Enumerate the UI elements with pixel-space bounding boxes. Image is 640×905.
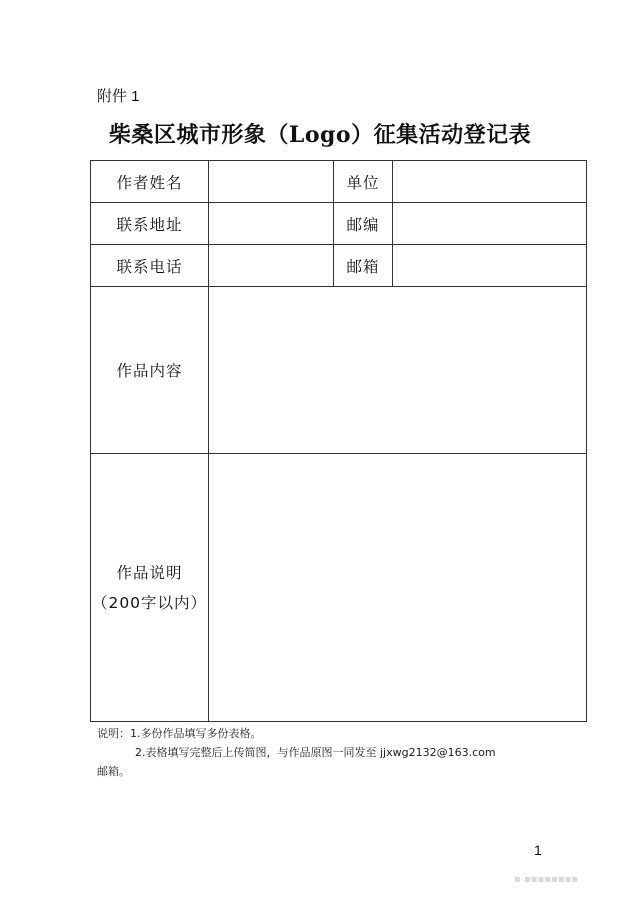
form-title: 柴桑区城市形象（Logo）征集活动登记表 <box>108 122 532 148</box>
registration-table <box>90 160 587 722</box>
email-field[interactable] <box>393 245 587 287</box>
table-row <box>91 203 587 245</box>
description-label: 作品说明 <box>116 563 183 582</box>
address-label: 联系地址 <box>91 203 209 245</box>
table-row <box>91 454 587 722</box>
address-field[interactable] <box>209 203 334 245</box>
description-label-cell <box>91 454 209 722</box>
notes <box>97 724 496 781</box>
table-row <box>91 245 587 287</box>
author-name-label: 作者姓名 <box>91 161 209 203</box>
author-name-field[interactable] <box>209 161 334 203</box>
postcode-label: 邮编 <box>334 203 393 245</box>
unit-field[interactable] <box>393 161 587 203</box>
page-number: 1 <box>534 842 542 858</box>
note-line-2: 2.表格填写完整后上传简图，与作品原图一同发至 jjxwg2132@163.com <box>135 746 496 759</box>
attachment-label: 附件 1 <box>97 88 140 105</box>
note-line-3: 邮箱。 <box>97 765 130 778</box>
content-label: 作品内容 <box>91 287 209 454</box>
table-row <box>91 287 587 454</box>
phone-field[interactable] <box>209 245 334 287</box>
unit-label: 单位 <box>334 161 393 203</box>
content-field[interactable] <box>209 287 587 454</box>
phone-label: 联系电话 <box>91 245 209 287</box>
watermark: ▪ ▪▪▪▪▪▪▪▪ <box>514 874 579 885</box>
postcode-field[interactable] <box>393 203 587 245</box>
table-row <box>91 161 587 203</box>
note-line-1: 说明：1.多份作品填写多份表格。 <box>97 727 262 740</box>
description-hint: （200字以内） <box>91 593 208 612</box>
description-field[interactable] <box>209 454 587 722</box>
email-label: 邮箱 <box>334 245 393 287</box>
